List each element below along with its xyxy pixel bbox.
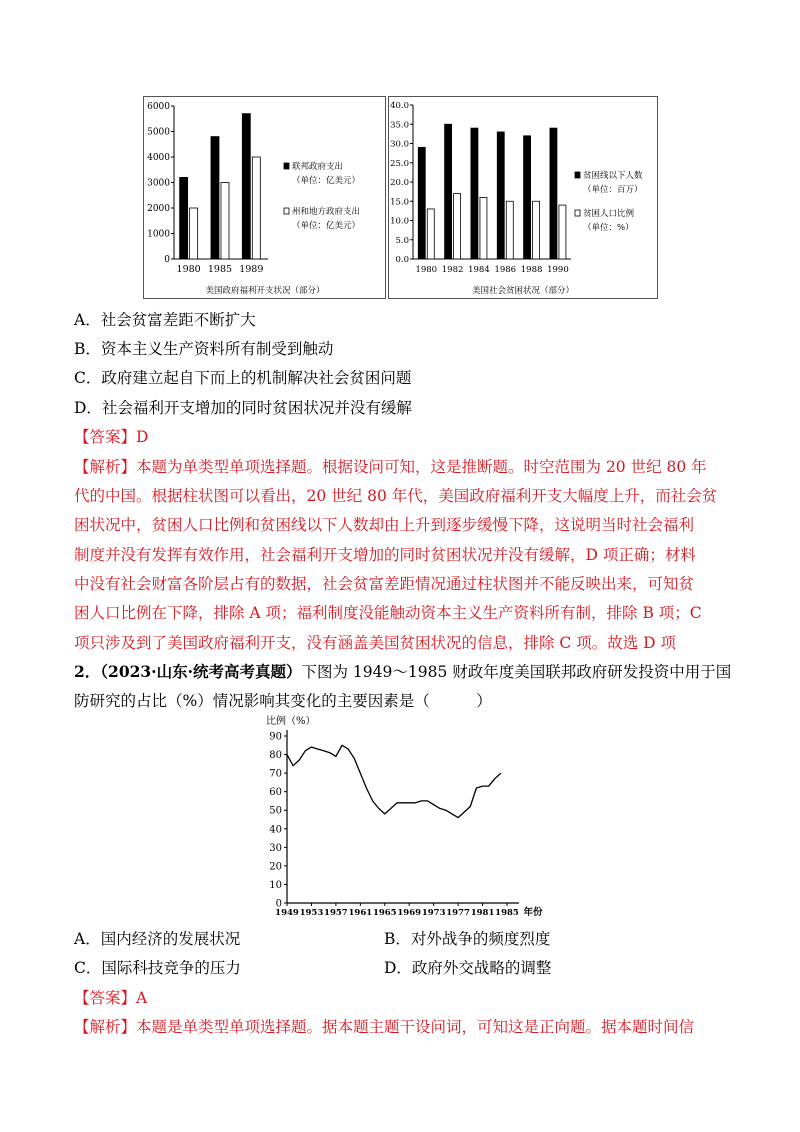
- legend-swatch: [284, 163, 289, 169]
- q1-analysis-line-7: 项只涉及到了美国政府福利开支，没有涵盖美国贫困状况的信息，排除 C 项。故选 D 项: [74, 634, 676, 652]
- bar-black: [242, 114, 250, 259]
- bar-white: [252, 157, 260, 259]
- x-tick-label: 1985: [207, 264, 233, 275]
- x-tick-label: 1980: [415, 265, 438, 275]
- y-tick-label: 60: [269, 787, 282, 799]
- y-tick-label: 40.0: [390, 101, 409, 111]
- q1-analysis-line-1: [74, 457, 707, 477]
- x-tick-label: 1965: [372, 908, 397, 918]
- q1-answer: 【答案】D: [74, 428, 149, 446]
- defense-share-chart: [262, 712, 552, 922]
- q1-analysis-line-5: 中没有社会财富各阶层占有的数据，社会贫富差距情况通过柱状图并不能反映出来，可知贫: [74, 575, 695, 593]
- bar-black: [445, 124, 452, 259]
- bar-white: [506, 201, 513, 259]
- y-tick-label: 4000: [147, 153, 170, 163]
- x-tick-label: 1969: [397, 908, 422, 918]
- y-tick-label: 5.0: [395, 235, 409, 246]
- y-tick-label: 30: [269, 842, 282, 854]
- legend-unit: （单位：亿美元）: [292, 176, 361, 186]
- y-tick-label: 20.0: [390, 178, 409, 188]
- bar-white: [480, 197, 487, 259]
- x-tick-label: 1989: [239, 264, 264, 275]
- q2-answer: 【答案】A: [74, 989, 148, 1007]
- q1-analysis-line-6: 困人口比例在下降，排除 A 项；福利制度没能触动资本主义生产资料所有制，排除 B 项；C: [74, 604, 702, 622]
- x-tick-label: 1988: [520, 265, 543, 275]
- x-tick-label: 1957: [324, 908, 348, 918]
- poverty-chart: [389, 97, 659, 300]
- x-tick-label: 1973: [421, 908, 446, 918]
- q2-analysis-line-1: [74, 1017, 694, 1037]
- y-tick-label: 0: [275, 898, 282, 910]
- q2-option-a: A．国内经济的发展状况: [74, 930, 241, 948]
- x-tick-label: 1961: [348, 908, 373, 918]
- welfare-chart: [144, 97, 387, 300]
- chart-caption: 美国政府福利开支状况（部分）: [205, 286, 325, 296]
- y-tick-label: 10: [269, 879, 282, 891]
- y-tick-label: 35.0: [390, 120, 409, 131]
- y-tick-label: 40: [269, 824, 282, 836]
- q1-analysis-line-2: 代的中国。根据柱状图可以看出，20 世纪 80 年代，美国政府福利开支大幅度上升，而社会贫: [74, 487, 718, 505]
- y-tick-label: 30.0: [390, 139, 409, 150]
- bar-white: [533, 201, 540, 259]
- legend-unit: （单位：亿美元）: [292, 221, 361, 231]
- q2-analysis-label: 【解析】: [74, 1018, 137, 1036]
- bar-white: [427, 209, 434, 259]
- chart-caption: 美国社会贫困状况（部分）: [471, 286, 575, 296]
- x-tick-label: 1985: [495, 908, 519, 918]
- bar-black: [418, 147, 425, 259]
- y-tick-label: 1000: [147, 229, 170, 240]
- legend-swatch: [575, 172, 580, 178]
- q1-analysis-line-4: 制度并没有发挥有效作用，社会福利开支增加的同时贫困状况并没有缓解，D 项正确；材料: [74, 546, 696, 564]
- x-tick-label: 1982: [441, 265, 464, 275]
- x-tick-label: 1953: [299, 908, 324, 918]
- x-axis-title: 年份: [523, 907, 543, 918]
- q1-analysis-text-1: 本题为单类型单项选择题。根据设问可知，这是推断题。时空范围为 20 世纪 80 年: [136, 458, 707, 476]
- q2-source: （2023·山东·统考高考真题）: [100, 662, 302, 681]
- q2-stem-line-1: [74, 662, 731, 682]
- q1-option-c: C．政府建立起自下而上的机制解决社会贫困问题: [74, 369, 412, 387]
- y-tick-label: 90: [269, 731, 282, 743]
- y-tick-label: 0: [164, 255, 170, 265]
- q2-option-b: B．对外战争的频度烈度: [384, 930, 551, 948]
- legend-label: 联邦政府支出: [292, 162, 344, 172]
- y-tick-label: 10.0: [390, 216, 409, 227]
- bar-black: [497, 132, 504, 259]
- y-tick-label: 70: [269, 768, 282, 780]
- y-tick-label: 80: [269, 750, 282, 762]
- bar-black: [180, 177, 188, 259]
- bar-black: [550, 128, 557, 259]
- y-tick-label: 5000: [147, 127, 170, 138]
- poverty-chart-box: [388, 96, 658, 299]
- x-tick-label: 1949: [275, 908, 299, 918]
- q2-analysis-text-1: 本题是单类型单项选择题。据本题主题干设问词，可知这是正向题。据本题时间信: [136, 1018, 695, 1036]
- x-tick-label: 1981: [470, 908, 495, 918]
- x-tick-label: 1980: [176, 264, 201, 275]
- q2-stem-line-2: 防研究的占比（%）情况影响其变化的主要因素是（ ）: [74, 692, 492, 710]
- q1-analysis-label: 【解析】: [74, 458, 137, 476]
- bar-black: [211, 137, 219, 259]
- bar-black: [471, 128, 478, 259]
- y-tick-label: 25.0: [390, 158, 409, 169]
- q2-option-c: C．国际科技竞争的压力: [74, 959, 241, 977]
- q1-option-d: D．社会福利开支增加的同时贫困状况并没有缓解: [74, 399, 412, 417]
- legend-label: 贫困线以下人数: [583, 171, 643, 181]
- legend-label: 贫困人口比例: [583, 209, 635, 219]
- y-axis-title: 比例（%）: [266, 716, 316, 727]
- y-tick-label: 20: [269, 861, 282, 873]
- q1-analysis-line-3: 困状况中，贫困人口比例和贫困线以下人数却由上升到逐步缓慢下降，这说明当时社会福利: [74, 516, 695, 534]
- legend-unit: （单位：%）: [583, 223, 634, 233]
- legend-unit: （单位：百万）: [583, 185, 643, 195]
- q1-option-b: B．资本主义生产资料所有制受到触动: [74, 340, 334, 358]
- x-tick-label: 1984: [468, 265, 490, 275]
- bar-white: [559, 205, 566, 259]
- y-tick-label: 2000: [147, 204, 170, 214]
- q2-stem-text-1: 下图为 1949～1985 财政年度美国联邦政府研发投资中用于国: [301, 663, 732, 681]
- q2-number: 2．: [74, 662, 101, 681]
- x-tick-label: 1986: [494, 265, 517, 275]
- series-line: [287, 745, 501, 817]
- legend-label: 州和地方政府支出: [292, 207, 361, 217]
- q2-option-d: D．政府外交战略的调整: [384, 959, 552, 977]
- legend-swatch: [575, 210, 580, 216]
- x-tick-label: 1990: [547, 265, 569, 275]
- y-tick-label: 0.0: [395, 255, 409, 265]
- y-tick-label: 15.0: [390, 197, 409, 208]
- bar-black: [524, 136, 531, 259]
- welfare-chart-box: [143, 96, 386, 299]
- legend-swatch: [284, 208, 289, 214]
- bar-white: [190, 208, 198, 259]
- q1-option-a: A．社会贫富差距不断扩大: [74, 311, 256, 329]
- y-tick-label: 3000: [147, 178, 170, 189]
- y-tick-label: 6000: [147, 102, 170, 112]
- x-tick-label: 1977: [446, 908, 470, 918]
- bar-white: [221, 183, 229, 260]
- y-tick-label: 50: [269, 805, 282, 817]
- bar-white: [454, 194, 461, 259]
